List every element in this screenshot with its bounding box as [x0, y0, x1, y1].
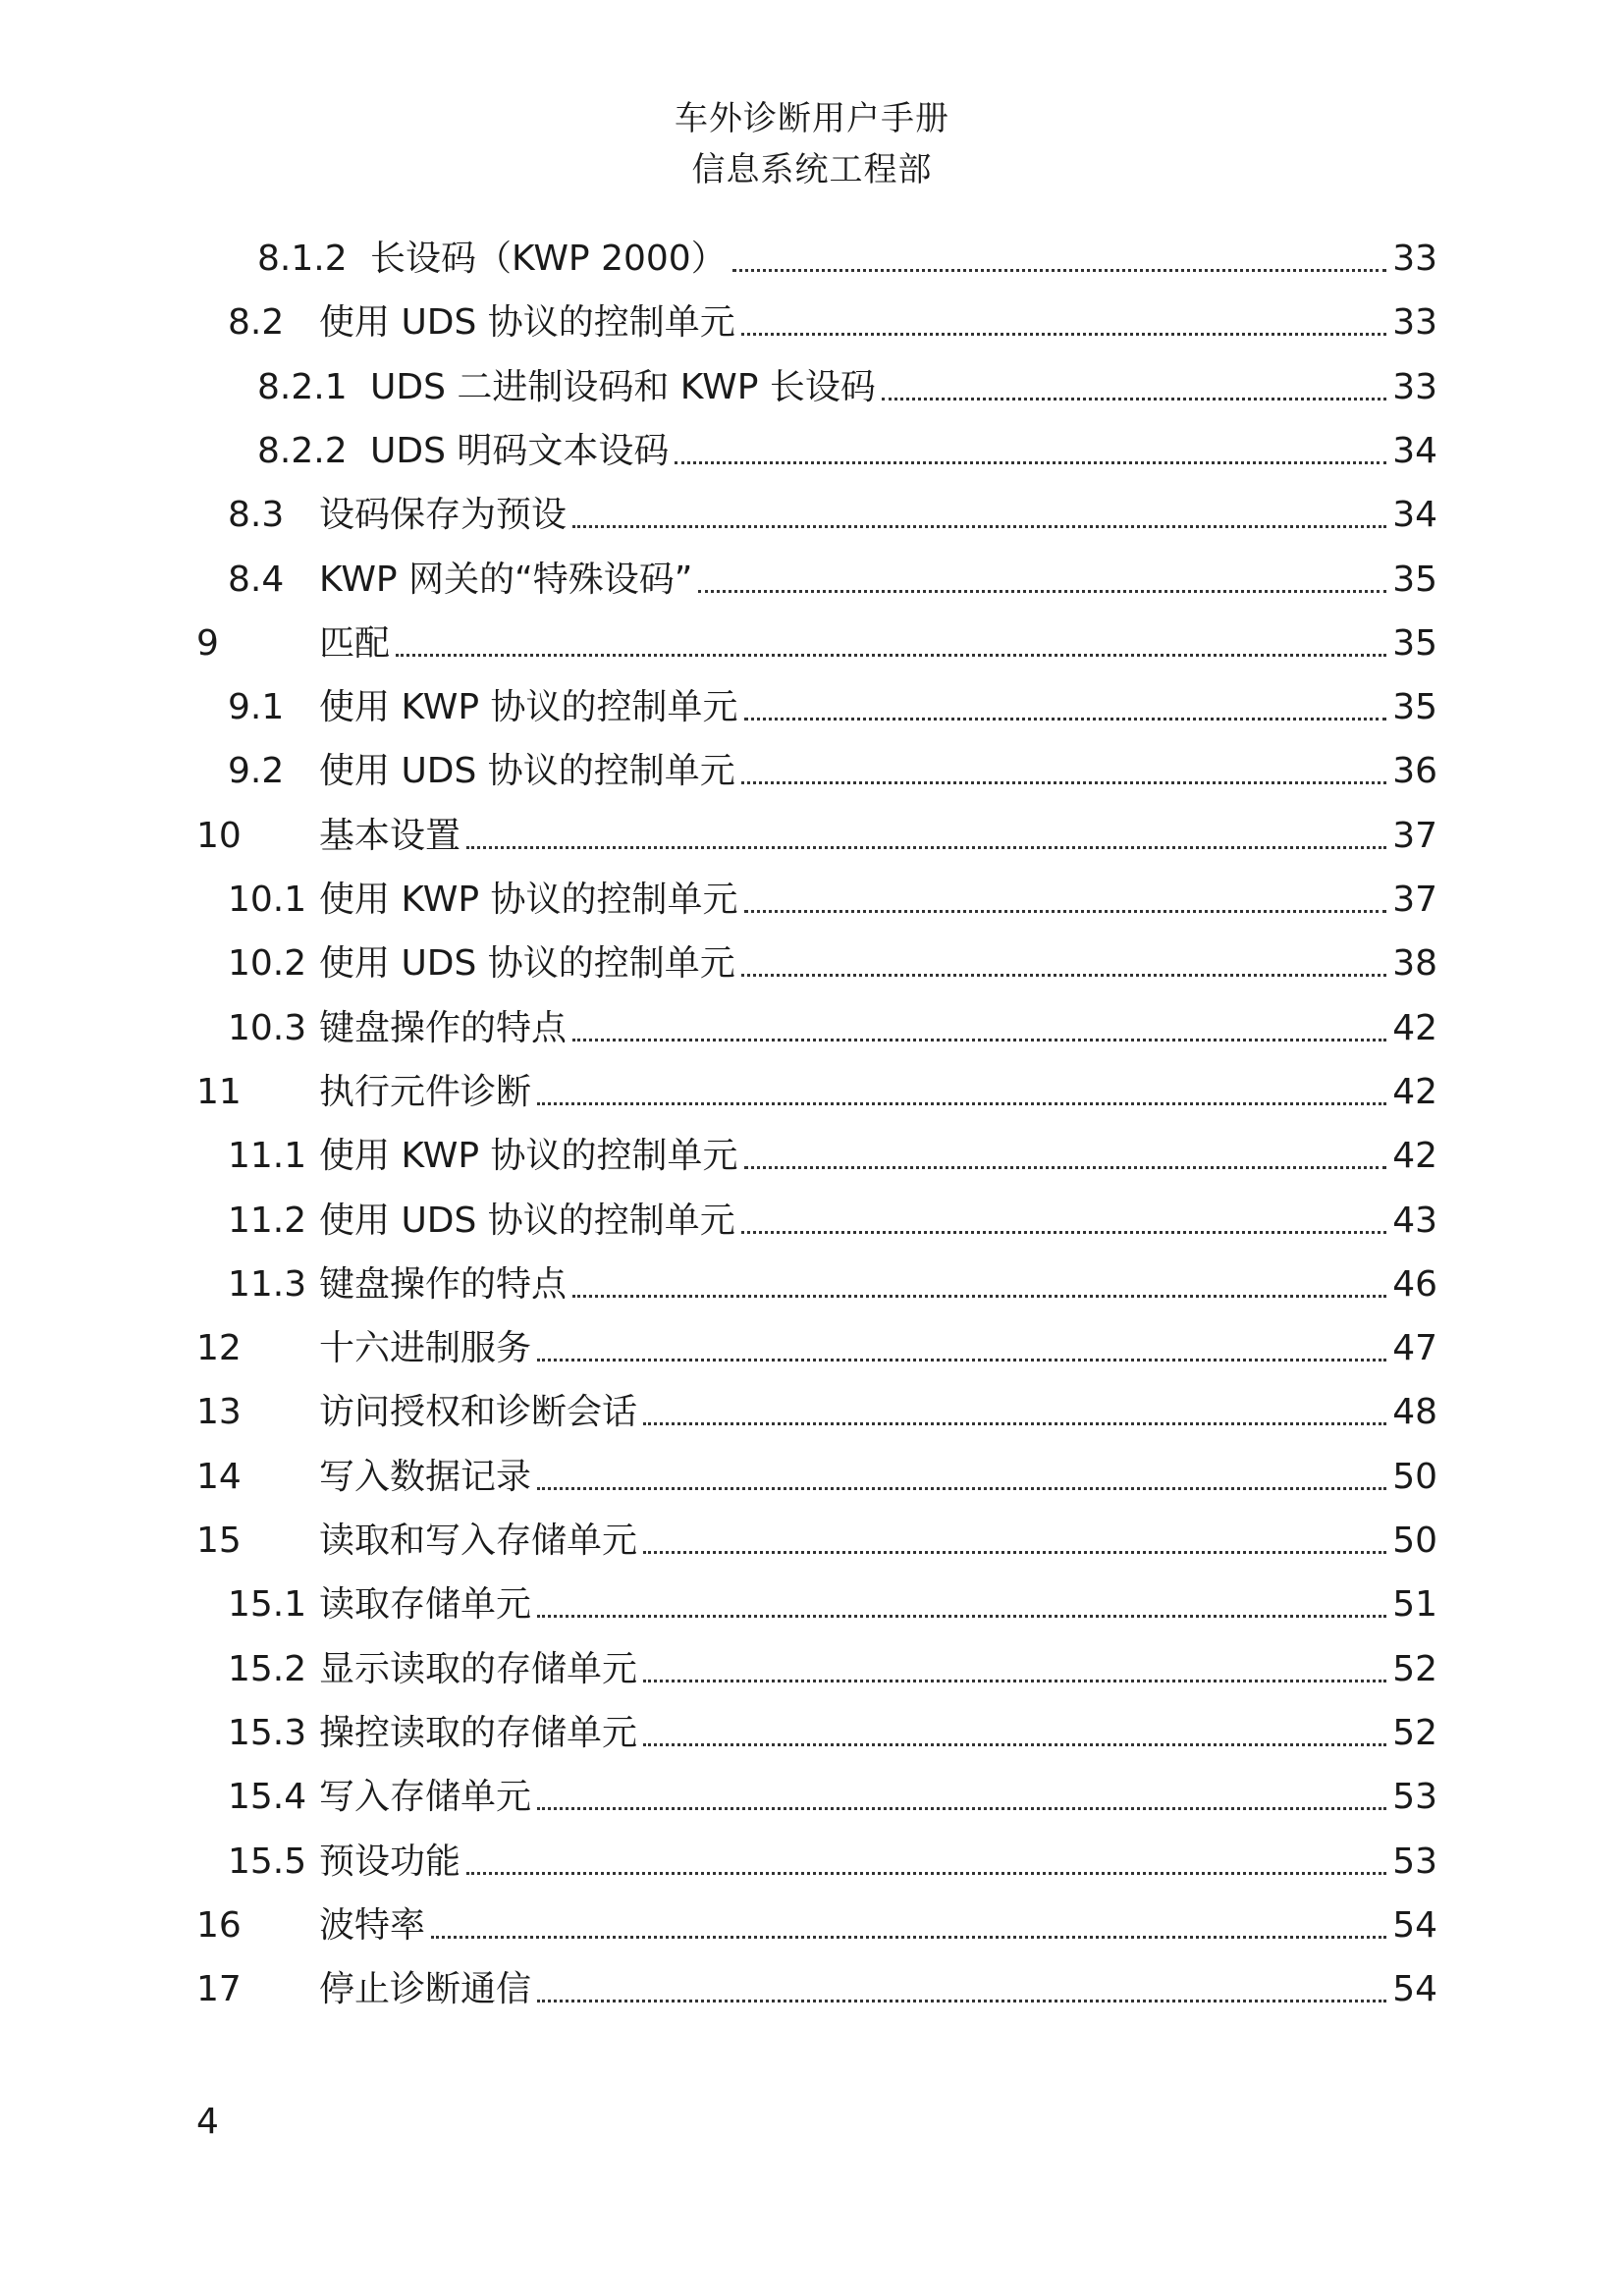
toc-dot-leader: [643, 1551, 1386, 1554]
toc-entry-title: 访问授权和诊断会话: [319, 1392, 638, 1433]
toc-entry[interactable]: [228, 290, 1437, 345]
toc-entry[interactable]: [228, 1636, 1437, 1691]
toc-entry-number: 10.1: [228, 880, 307, 920]
toc-dot-leader: [537, 1807, 1386, 1810]
toc-entry[interactable]: [228, 995, 1437, 1050]
toc-entry-title: 写入数据记录: [319, 1456, 532, 1497]
toc-dot-leader: [732, 269, 1386, 272]
toc-dot-leader: [537, 1487, 1386, 1490]
toc-entry-page: 37: [1392, 880, 1437, 920]
toc-entry[interactable]: [257, 226, 1437, 281]
toc-entry-number: 15.4: [228, 1777, 307, 1818]
toc-dot-leader: [431, 1936, 1386, 1939]
toc-dot-leader: [741, 333, 1386, 336]
toc-dot-leader: [744, 910, 1387, 913]
toc-entry-page: 52: [1392, 1712, 1437, 1753]
toc-entry-number: 15.5: [228, 1841, 307, 1882]
toc-entry-page: 43: [1392, 1200, 1437, 1241]
toc-entry-page: 50: [1392, 1456, 1437, 1497]
toc-entry-page: 50: [1392, 1521, 1437, 1561]
toc-entry[interactable]: [196, 803, 1437, 858]
toc-entry-page: 54: [1392, 1904, 1437, 1946]
toc-dot-leader: [744, 1166, 1387, 1169]
toc-dot-leader: [698, 590, 1386, 593]
toc-entry-number: 10: [196, 815, 242, 856]
toc-dot-leader: [741, 974, 1386, 977]
toc-entry[interactable]: [228, 482, 1437, 537]
toc-entry[interactable]: [228, 1829, 1437, 1884]
toc-entry-number: 8.2.2: [257, 430, 348, 471]
toc-entry-page: 38: [1392, 943, 1437, 985]
toc-entry-number: 8.2: [228, 302, 285, 344]
toc-dot-leader: [643, 1680, 1386, 1682]
toc-entry-number: 11.3: [228, 1263, 307, 1305]
toc-entry[interactable]: [257, 354, 1437, 409]
toc-entry-number: 10.2: [228, 943, 307, 985]
toc-entry-page: 46: [1392, 1263, 1437, 1305]
toc-entry-page: 33: [1392, 239, 1437, 279]
toc-entry[interactable]: [196, 1315, 1437, 1370]
toc-dot-leader: [675, 461, 1386, 464]
toc-entry-page: 35: [1392, 559, 1437, 600]
toc-entry-page: 42: [1392, 1007, 1437, 1048]
toc-entry-title: 使用 KWP 协议的控制单元: [319, 1136, 738, 1177]
toc-entry-title: UDS 二进制设码和 KWP 长设码: [370, 366, 876, 407]
toc-dot-leader: [537, 1615, 1386, 1618]
toc-entry-page: 37: [1392, 815, 1437, 856]
toc-entry-title: 键盘操作的特点: [319, 1007, 568, 1048]
toc-entry-number: 11: [196, 1071, 242, 1112]
toc-entry-number: 16: [196, 1904, 242, 1946]
toc-entry-number: 8.4: [228, 559, 285, 600]
toc-entry-page: 34: [1392, 430, 1437, 471]
toc-entry[interactable]: [196, 1893, 1437, 1948]
toc-entry-number: 8.1.2: [257, 239, 348, 279]
toc-entry-number: 11.1: [228, 1136, 307, 1177]
page-header: [0, 93, 1624, 195]
toc-entry-page: 34: [1392, 495, 1437, 536]
toc-entry-page: 53: [1392, 1777, 1437, 1818]
toc-entry[interactable]: [228, 547, 1437, 602]
toc-entry[interactable]: [228, 1764, 1437, 1819]
toc-dot-leader: [537, 1102, 1386, 1105]
toc-dot-leader: [537, 2000, 1386, 2002]
toc-entry-page: 47: [1392, 1328, 1437, 1369]
toc-entry-number: 14: [196, 1456, 242, 1497]
toc-entry[interactable]: [196, 1379, 1437, 1434]
toc-entry[interactable]: [228, 867, 1437, 922]
toc-entry-title: 使用 UDS 协议的控制单元: [319, 1200, 735, 1241]
toc-entry-title: 使用 UDS 协议的控制单元: [319, 302, 735, 344]
toc-entry-title: 设码保存为预设: [319, 495, 568, 536]
toc-dot-leader: [466, 846, 1386, 849]
toc-entry-number: 9.2: [228, 751, 285, 792]
toc-dot-leader: [643, 1743, 1386, 1746]
toc-entry-title: 读取存储单元: [319, 1584, 532, 1626]
toc-entry-title: 波特率: [319, 1904, 426, 1946]
toc-entry-title: 使用 KWP 协议的控制单元: [319, 880, 738, 920]
toc-entry-title: 预设功能: [319, 1841, 461, 1882]
toc-entry-page: 48: [1392, 1392, 1437, 1433]
toc-entry-title: 键盘操作的特点: [319, 1263, 568, 1305]
toc-entry-title: 长设码（KWP 2000）: [370, 239, 727, 279]
toc-entry-number: 15.3: [228, 1712, 307, 1753]
toc-entry-title: 读取和写入存储单元: [319, 1521, 638, 1561]
toc-entry-page: 53: [1392, 1841, 1437, 1882]
toc-entry-number: 15.1: [228, 1584, 307, 1626]
toc-dot-leader: [882, 398, 1386, 400]
toc-entry-title: UDS 明码文本设码: [370, 430, 670, 471]
toc-entry-page: 36: [1392, 751, 1437, 792]
toc-entry-number: 9.1: [228, 687, 285, 728]
toc-entry-title: 匹配: [319, 622, 391, 664]
toc-entry-title: KWP 网关的“特殊设码”: [319, 559, 693, 600]
toc-entry-title: 执行元件诊断: [319, 1071, 532, 1112]
toc-dot-leader: [741, 781, 1386, 784]
toc-dot-leader: [537, 1359, 1386, 1362]
toc-entry-page: 35: [1392, 622, 1437, 664]
toc-entry-title: 操控读取的存储单元: [319, 1712, 638, 1753]
toc-entry-number: 9: [196, 622, 219, 664]
toc-entry[interactable]: [228, 1700, 1437, 1755]
toc-dot-leader: [741, 1231, 1386, 1234]
toc-entry-number: 17: [196, 1969, 242, 2010]
toc-dot-leader: [643, 1422, 1386, 1425]
toc-entry[interactable]: [228, 1123, 1437, 1178]
toc-dot-leader: [744, 718, 1387, 721]
toc-entry-page: 33: [1392, 302, 1437, 344]
toc-entry-title: 使用 KWP 协议的控制单元: [319, 687, 738, 728]
toc-entry[interactable]: [228, 1188, 1437, 1243]
toc-entry-title: 十六进制服务: [319, 1328, 532, 1369]
toc-entry-page: 35: [1392, 687, 1437, 728]
toc-entry-page: 33: [1392, 366, 1437, 407]
page-number: 4: [196, 2102, 219, 2142]
toc-dot-leader: [396, 654, 1386, 657]
toc-entry-number: 11.2: [228, 1200, 307, 1241]
toc-entry[interactable]: [228, 738, 1437, 793]
toc-dot-leader: [466, 1872, 1386, 1875]
toc-entry-number: 12: [196, 1328, 242, 1369]
toc-entry-number: 8.3: [228, 495, 285, 536]
toc-entry-number: 15: [196, 1521, 242, 1561]
toc-entry-number: 13: [196, 1392, 242, 1433]
header-department: 信息系统工程部: [691, 150, 933, 189]
toc-entry-title: 使用 UDS 协议的控制单元: [319, 751, 735, 792]
toc-entry-title: 写入存储单元: [319, 1777, 532, 1818]
toc-entry-title: 显示读取的存储单元: [319, 1648, 638, 1689]
toc-entry-page: 42: [1392, 1136, 1437, 1177]
toc-entry-number: 10.3: [228, 1007, 307, 1048]
toc-entry-page: 42: [1392, 1071, 1437, 1112]
header-manual-title: 车外诊断用户手册: [675, 99, 949, 138]
toc-entry-number: 15.2: [228, 1648, 307, 1689]
toc-entry[interactable]: [196, 1059, 1437, 1114]
toc-entry-title: 使用 UDS 协议的控制单元: [319, 943, 735, 985]
toc-entry[interactable]: [228, 674, 1437, 729]
toc-entry[interactable]: [196, 1444, 1437, 1499]
toc-entry[interactable]: [196, 1956, 1437, 2011]
toc-entry[interactable]: [257, 418, 1437, 473]
toc-entry[interactable]: [228, 931, 1437, 986]
toc-entry[interactable]: [196, 1508, 1437, 1563]
toc-entry-title: 基本设置: [319, 815, 461, 856]
toc-entry[interactable]: [196, 611, 1437, 666]
toc-entry-number: 8.2.1: [257, 366, 348, 407]
toc-entry-page: 52: [1392, 1648, 1437, 1689]
toc-dot-leader: [572, 525, 1386, 528]
toc-entry-page: 54: [1392, 1969, 1437, 2010]
toc-entry-title: 停止诊断通信: [319, 1969, 532, 2010]
toc-entry[interactable]: [228, 1252, 1437, 1307]
toc-dot-leader: [572, 1039, 1386, 1041]
toc-dot-leader: [572, 1295, 1386, 1298]
toc-entry[interactable]: [228, 1572, 1437, 1627]
toc-entry-page: 51: [1392, 1584, 1437, 1626]
